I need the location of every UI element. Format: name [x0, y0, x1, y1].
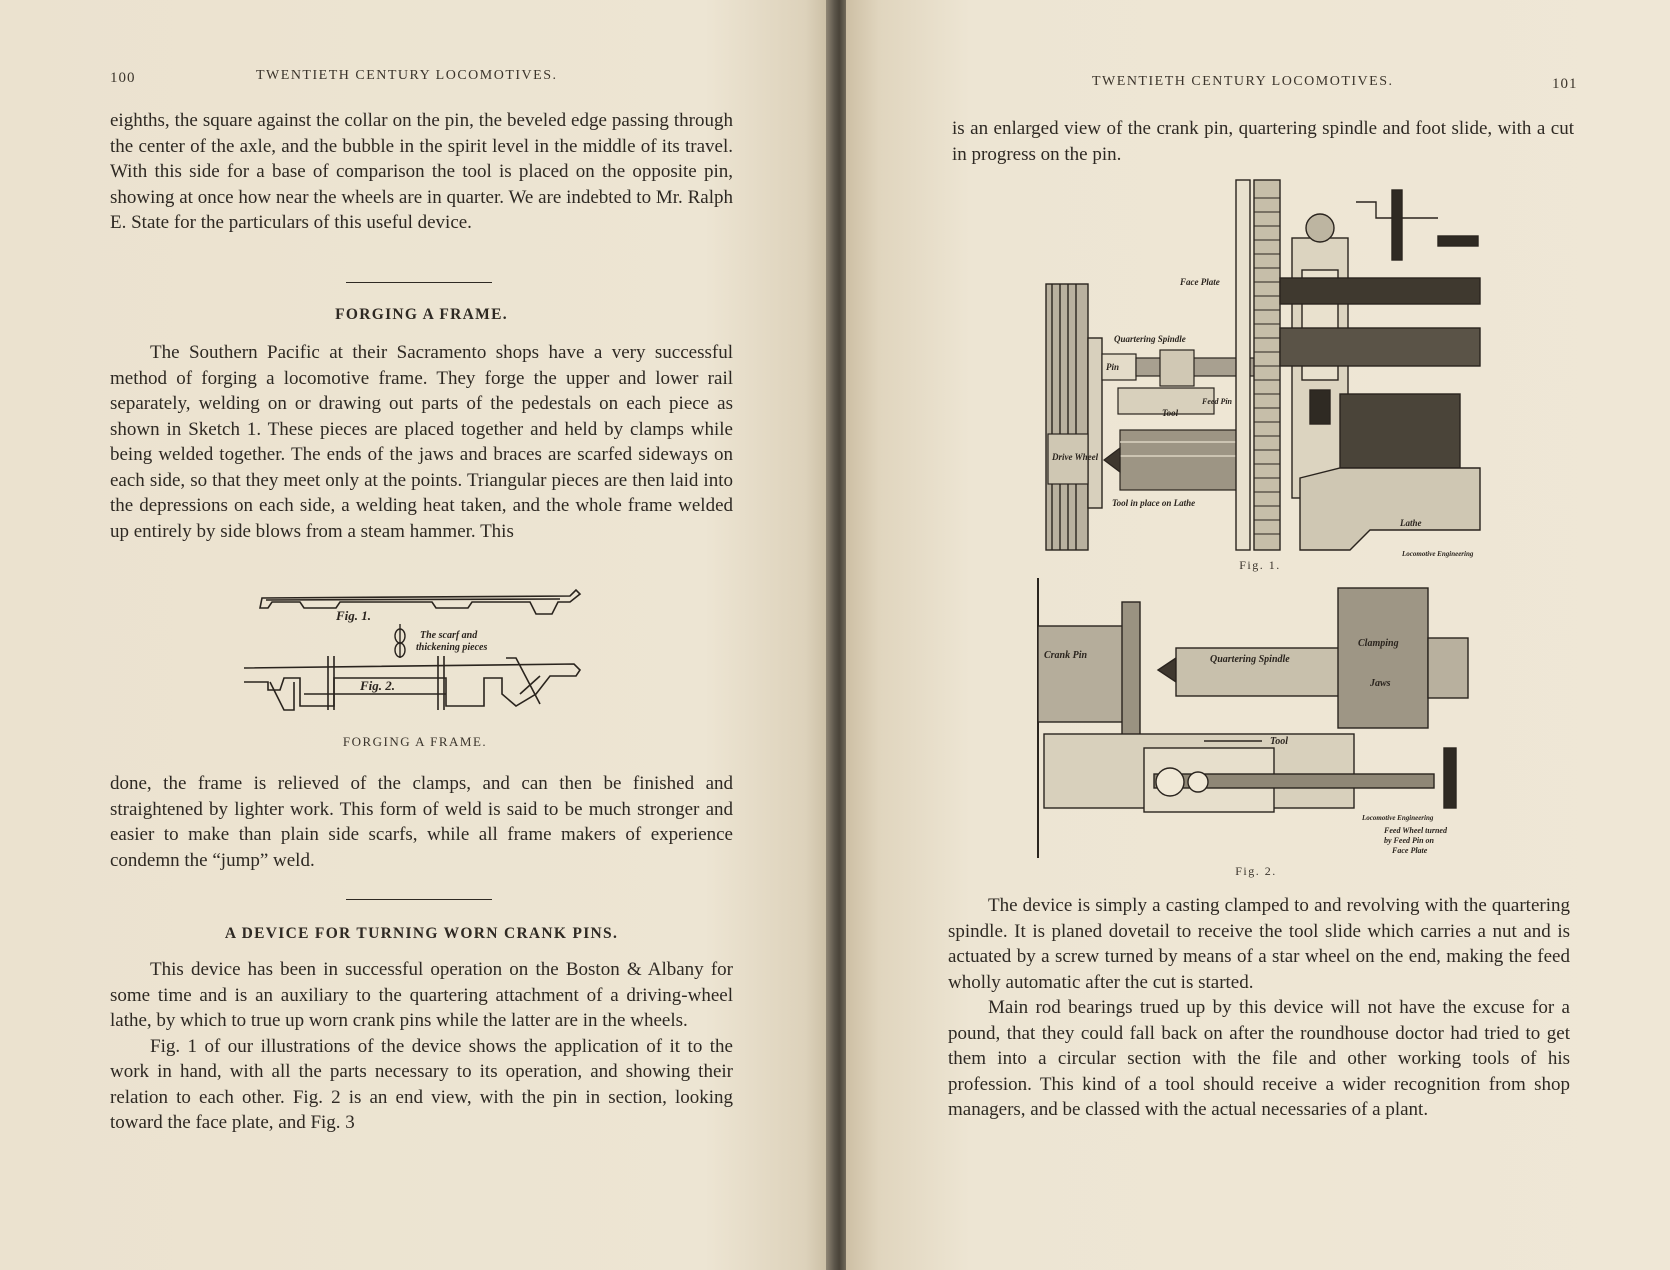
drive-wheel-label: Drive Wheel — [1052, 452, 1099, 462]
drive-wheel — [1046, 284, 1102, 550]
right-opening-paragraph: is an enlarged view of the crank pin, quartering spindle and foot slide, with a cut in progress on the pin. — [952, 118, 1574, 165]
crank-pin-paragraphs: This device has been in successful operation on the Boston & Albany for some time and is an auxiliary to the quartering attachment of a driving-wheel lathe, by which to true up worn crank pins while the latter are in the wheels. Fig. 1 of our illustrations of the device shows the application of it to the work in hand, with all the parts necessary to its operation, and showing their relation to each other. Fig. 2 is an end view, with the pin in section, looking toward the face plate, and Fig. 3 — [110, 959, 733, 1133]
crank-pin-body — [1038, 626, 1132, 722]
fig2-caption: Fig. 2. — [1235, 864, 1277, 878]
lathe-label: Lathe — [1400, 518, 1422, 528]
face-plate-label: Face Plate — [1180, 277, 1220, 287]
forging-frame-figure — [240, 586, 590, 718]
scarf-note-line1: The scarf and — [420, 630, 478, 641]
fig1-credit: Locomotive Engineering — [1402, 550, 1474, 558]
fig1-caption: Fig. 1. — [1239, 558, 1281, 572]
left-page-number: 100 — [110, 70, 136, 86]
tool-label: Tool — [1162, 408, 1179, 418]
fig1-label: Fig. 1. — [336, 608, 372, 623]
quartering-spindle-label: Quartering Spindle — [1114, 334, 1186, 344]
left-running-head: TWENTIETH CENTURY LOCOMOTIVES. — [256, 68, 558, 83]
tool-in-place-label: Tool in place on Lathe — [1112, 498, 1196, 508]
fig2-assembled-frame — [244, 656, 580, 710]
lathe-figure-1 — [1040, 178, 1484, 560]
right-running-head: TWENTIETH CENTURY LOCOMOTIVES. — [1092, 74, 1394, 89]
pin-label: Pin — [1106, 362, 1120, 372]
feed-pin-label: Feed Pin — [1202, 397, 1232, 406]
right-page-number: 101 — [1552, 76, 1578, 92]
right-paragraphs: The device is simply a casting clamped to and revolving with the quartering spindle. It is planed dovetail to receive the tool slide which carries a nut and is actuated by a screw turned by means of a star wheel on the end, making the feed wholly automatic after the cut is started. Main rod bearings trued up by this device will not have the excuse for a pound, that they could fall back on after the roundhouse doctor had tried to get them into a circular section with the file and other working tools of his profession. This kind of a tool should receive a wider recognition from shop managers, and be classed with the actual necessaries of a plant. — [948, 895, 1570, 1120]
forging-paragraph: The Southern Pacific at their Sacramento shops have a very successful method of forging a locomotive frame. They forge the upper and lower rail separately, welding on or drawing out parts of the pedestals on each piece as shown in Sketch 1. These pieces are placed together and held by clamps while being welded together. The ends of the jaws and braces are scarfed sideways on each side, so that they meet only at the points. Triangular pieces are then laid into the depressions on each side, a welding heat taken, and the whole frame welded up entirely by side blows from a steam hammer. This — [110, 342, 733, 542]
fig2-tool-label: Tool — [1270, 736, 1288, 747]
section-heading-forging: FORGING A FRAME. — [335, 306, 508, 323]
feed-wheel-line3: Face Plate — [1392, 846, 1428, 855]
feed-wheel-line1: Feed Wheel turned — [1384, 826, 1447, 835]
left-opening-paragraph: eighths, the square against the collar on the pin, the beveled edge passing through the center of the axle, and the bubble in the spirit level in the middle of its travel. With this side for a base of comparison the tool is placed on the opposite pin, showing at once how near the wheels are in quarter. We are indebted to Mr. Ralph E. State for the particulars of this useful device. — [110, 110, 733, 233]
forging-continuation: done, the frame is relieved of the clamps, and can then be finished and straightened by lighter work. This form of weld is said to be much stronger and easier to make than plain side scarfs, while all frame makers of experience condemn the “jump” weld. — [110, 773, 733, 871]
fig1-upper-rail — [260, 590, 580, 614]
fig2-credit: Locomotive Engineering — [1362, 814, 1434, 822]
feed-wheel-line2: by Feed Pin on — [1384, 836, 1434, 845]
scarf-note-line2: thickening pieces — [416, 642, 488, 653]
face-plate — [1236, 180, 1280, 550]
scarf-piece — [395, 624, 405, 658]
fig2-label: Fig. 2. — [360, 678, 396, 693]
section-heading-crank-pins: A DEVICE FOR TURNING WORN CRANK PINS. — [224, 925, 619, 942]
jaws-label: Jaws — [1370, 678, 1391, 689]
clamping-label: Clamping — [1358, 638, 1399, 649]
clamping-jaws — [1338, 588, 1428, 728]
section-divider-2 — [346, 899, 492, 900]
forging-figure-caption: FORGING A FRAME. — [342, 734, 488, 749]
crank-pin-figure-2 — [1034, 578, 1484, 860]
section-divider-1 — [346, 282, 492, 283]
lathe-head — [1280, 190, 1480, 550]
crank-pin-label: Crank Pin — [1044, 650, 1088, 661]
fig2-spindle-label: Quartering Spindle — [1210, 654, 1290, 665]
